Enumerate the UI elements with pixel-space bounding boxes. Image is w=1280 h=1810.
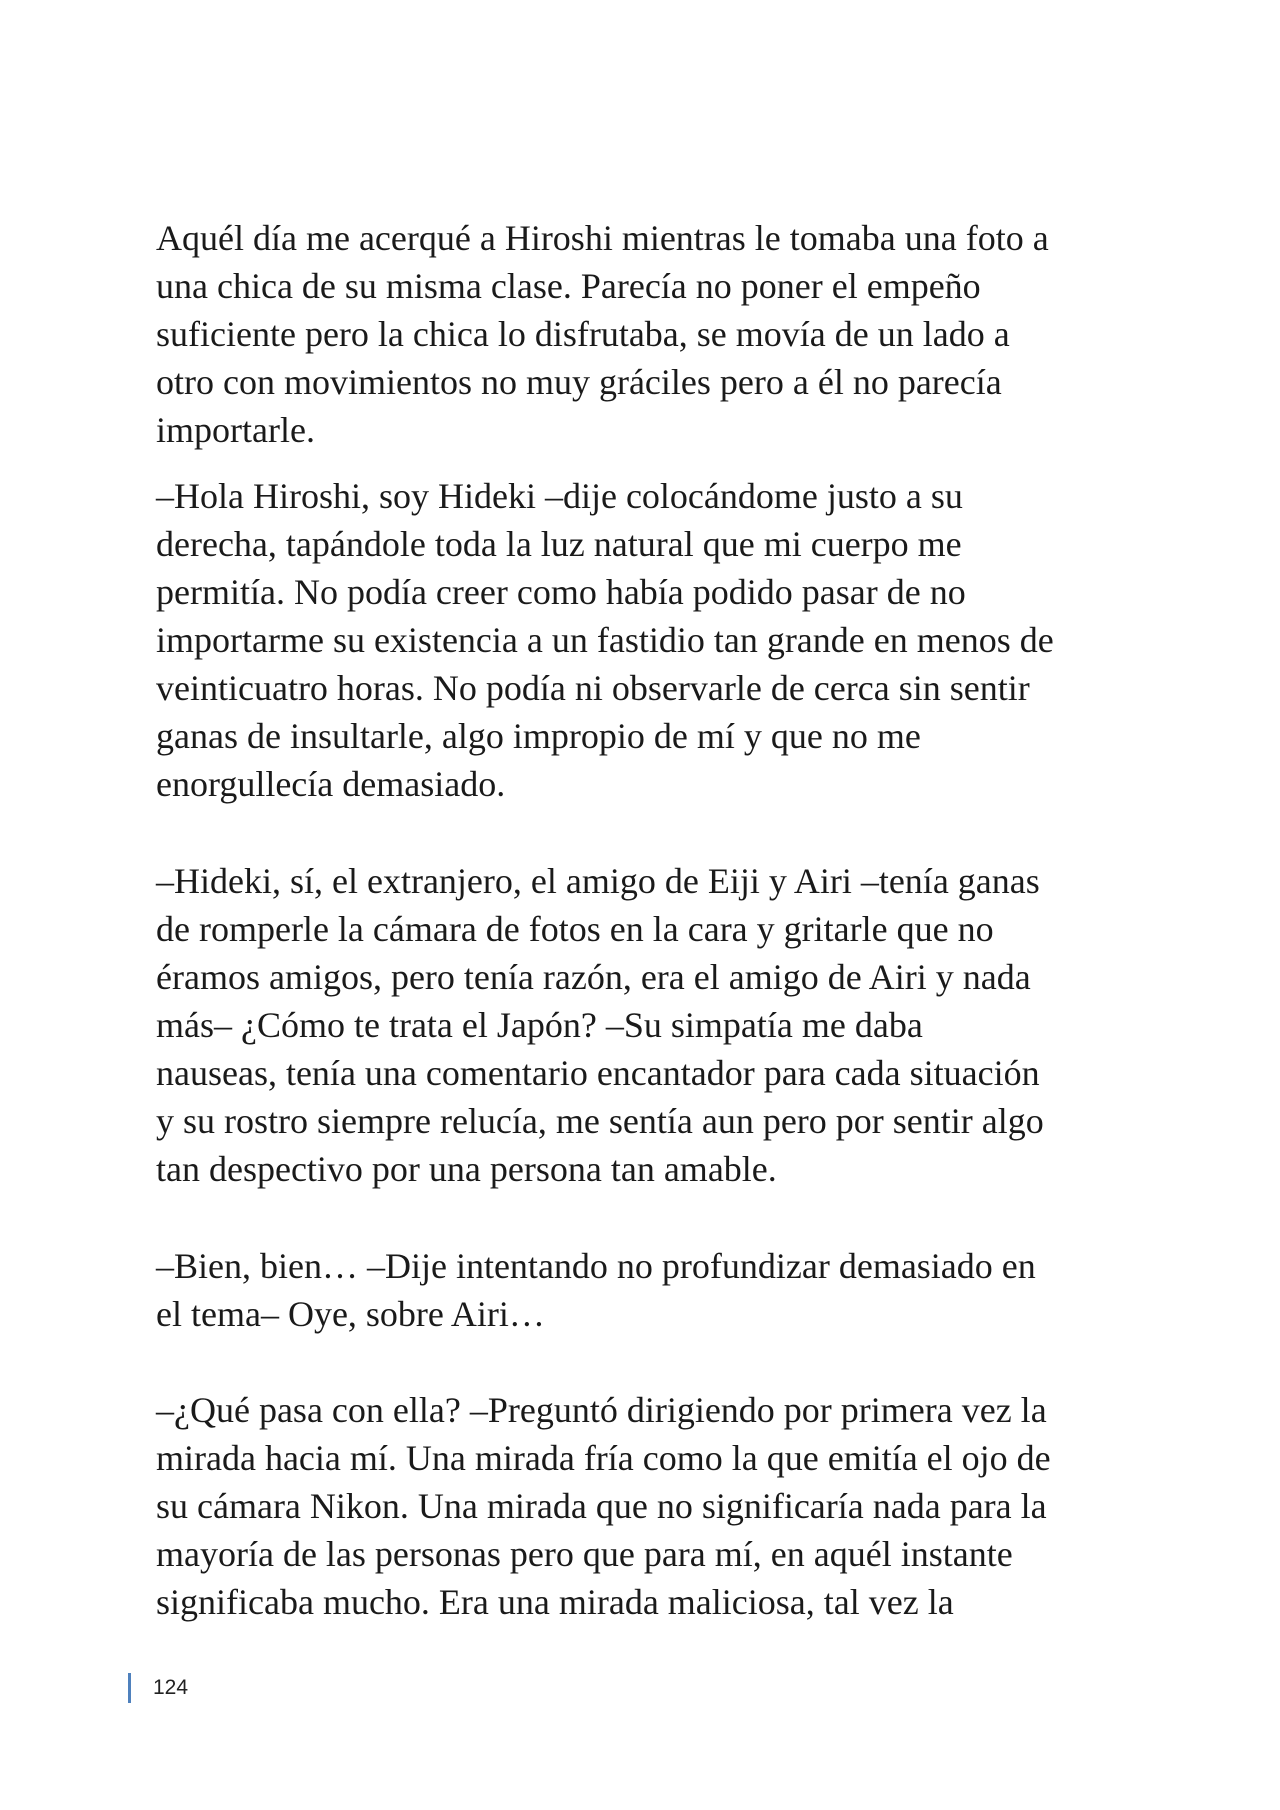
text-line: importarle.	[156, 410, 315, 450]
paragraph-3	[156, 857, 1136, 1193]
text-line: –¿Qué pasa con ella? –Preguntó dirigiendo por primera vez la	[156, 1390, 1047, 1430]
text-line: –Hideki, sí, el extranjero, el amigo de Eiji y Airi –tenía ganas	[156, 861, 1040, 901]
text-line: éramos amigos, pero tenía razón, era el amigo de Airi y nada	[156, 957, 1031, 997]
footer-accent-bar	[128, 1673, 131, 1703]
text-line: de romperle la cámara de fotos en la cara y gritarle que no	[156, 909, 994, 949]
text-line: significaba mucho. Era una mirada maliciosa, tal vez la	[156, 1582, 954, 1622]
text-line: otro con movimientos no muy gráciles pero a él no parecía	[156, 362, 1002, 402]
text-line: Aquél día me acerqué a Hiroshi mientras le tomaba una foto a	[156, 218, 1049, 258]
text-line: permitía. No podía creer como había podido pasar de no	[156, 572, 966, 612]
text-line: tan despectivo por una persona tan amable.	[156, 1149, 777, 1189]
text-line: más– ¿Cómo te trata el Japón? –Su simpatía me daba	[156, 1005, 923, 1045]
text-line: enorgullecía demasiado.	[156, 764, 506, 804]
text-line: y su rostro siempre relucía, me sentía aun pero por sentir algo	[156, 1101, 1044, 1141]
text-line: mayoría de las personas pero que para mí, en aquél instante	[156, 1534, 1013, 1574]
page-number: 124	[153, 1676, 189, 1699]
paragraph-1	[156, 214, 1136, 454]
text-line: suficiente pero la chica lo disfrutaba, se movía de un lado a	[156, 314, 1010, 354]
page-footer	[128, 1673, 188, 1703]
paragraph-5	[156, 1386, 1136, 1626]
text-line: –Bien, bien… –Dije intentando no profundizar demasiado en	[156, 1246, 1036, 1286]
text-line: nauseas, tenía una comentario encantador para cada situación	[156, 1053, 1040, 1093]
text-line: ganas de insultarle, algo impropio de mí y que no me	[156, 716, 921, 756]
paragraph-2	[156, 472, 1136, 808]
text-line: una chica de su misma clase. Parecía no poner el empeño	[156, 266, 981, 306]
text-line: –Hola Hiroshi, soy Hideki –dije colocándome justo a su	[156, 476, 963, 516]
text-line: veinticuatro horas. No podía ni observarle de cerca sin sentir	[156, 668, 1030, 708]
text-line: importarme su existencia a un fastidio tan grande en menos de	[156, 620, 1054, 660]
text-line: mirada hacia mí. Una mirada fría como la que emitía el ojo de	[156, 1438, 1051, 1478]
text-line: su cámara Nikon. Una mirada que no significaría nada para la	[156, 1486, 1047, 1526]
text-line: derecha, tapándole toda la luz natural que mi cuerpo me	[156, 524, 962, 564]
paragraph-4	[156, 1242, 1136, 1338]
text-line: el tema– Oye, sobre Airi…	[156, 1294, 545, 1334]
